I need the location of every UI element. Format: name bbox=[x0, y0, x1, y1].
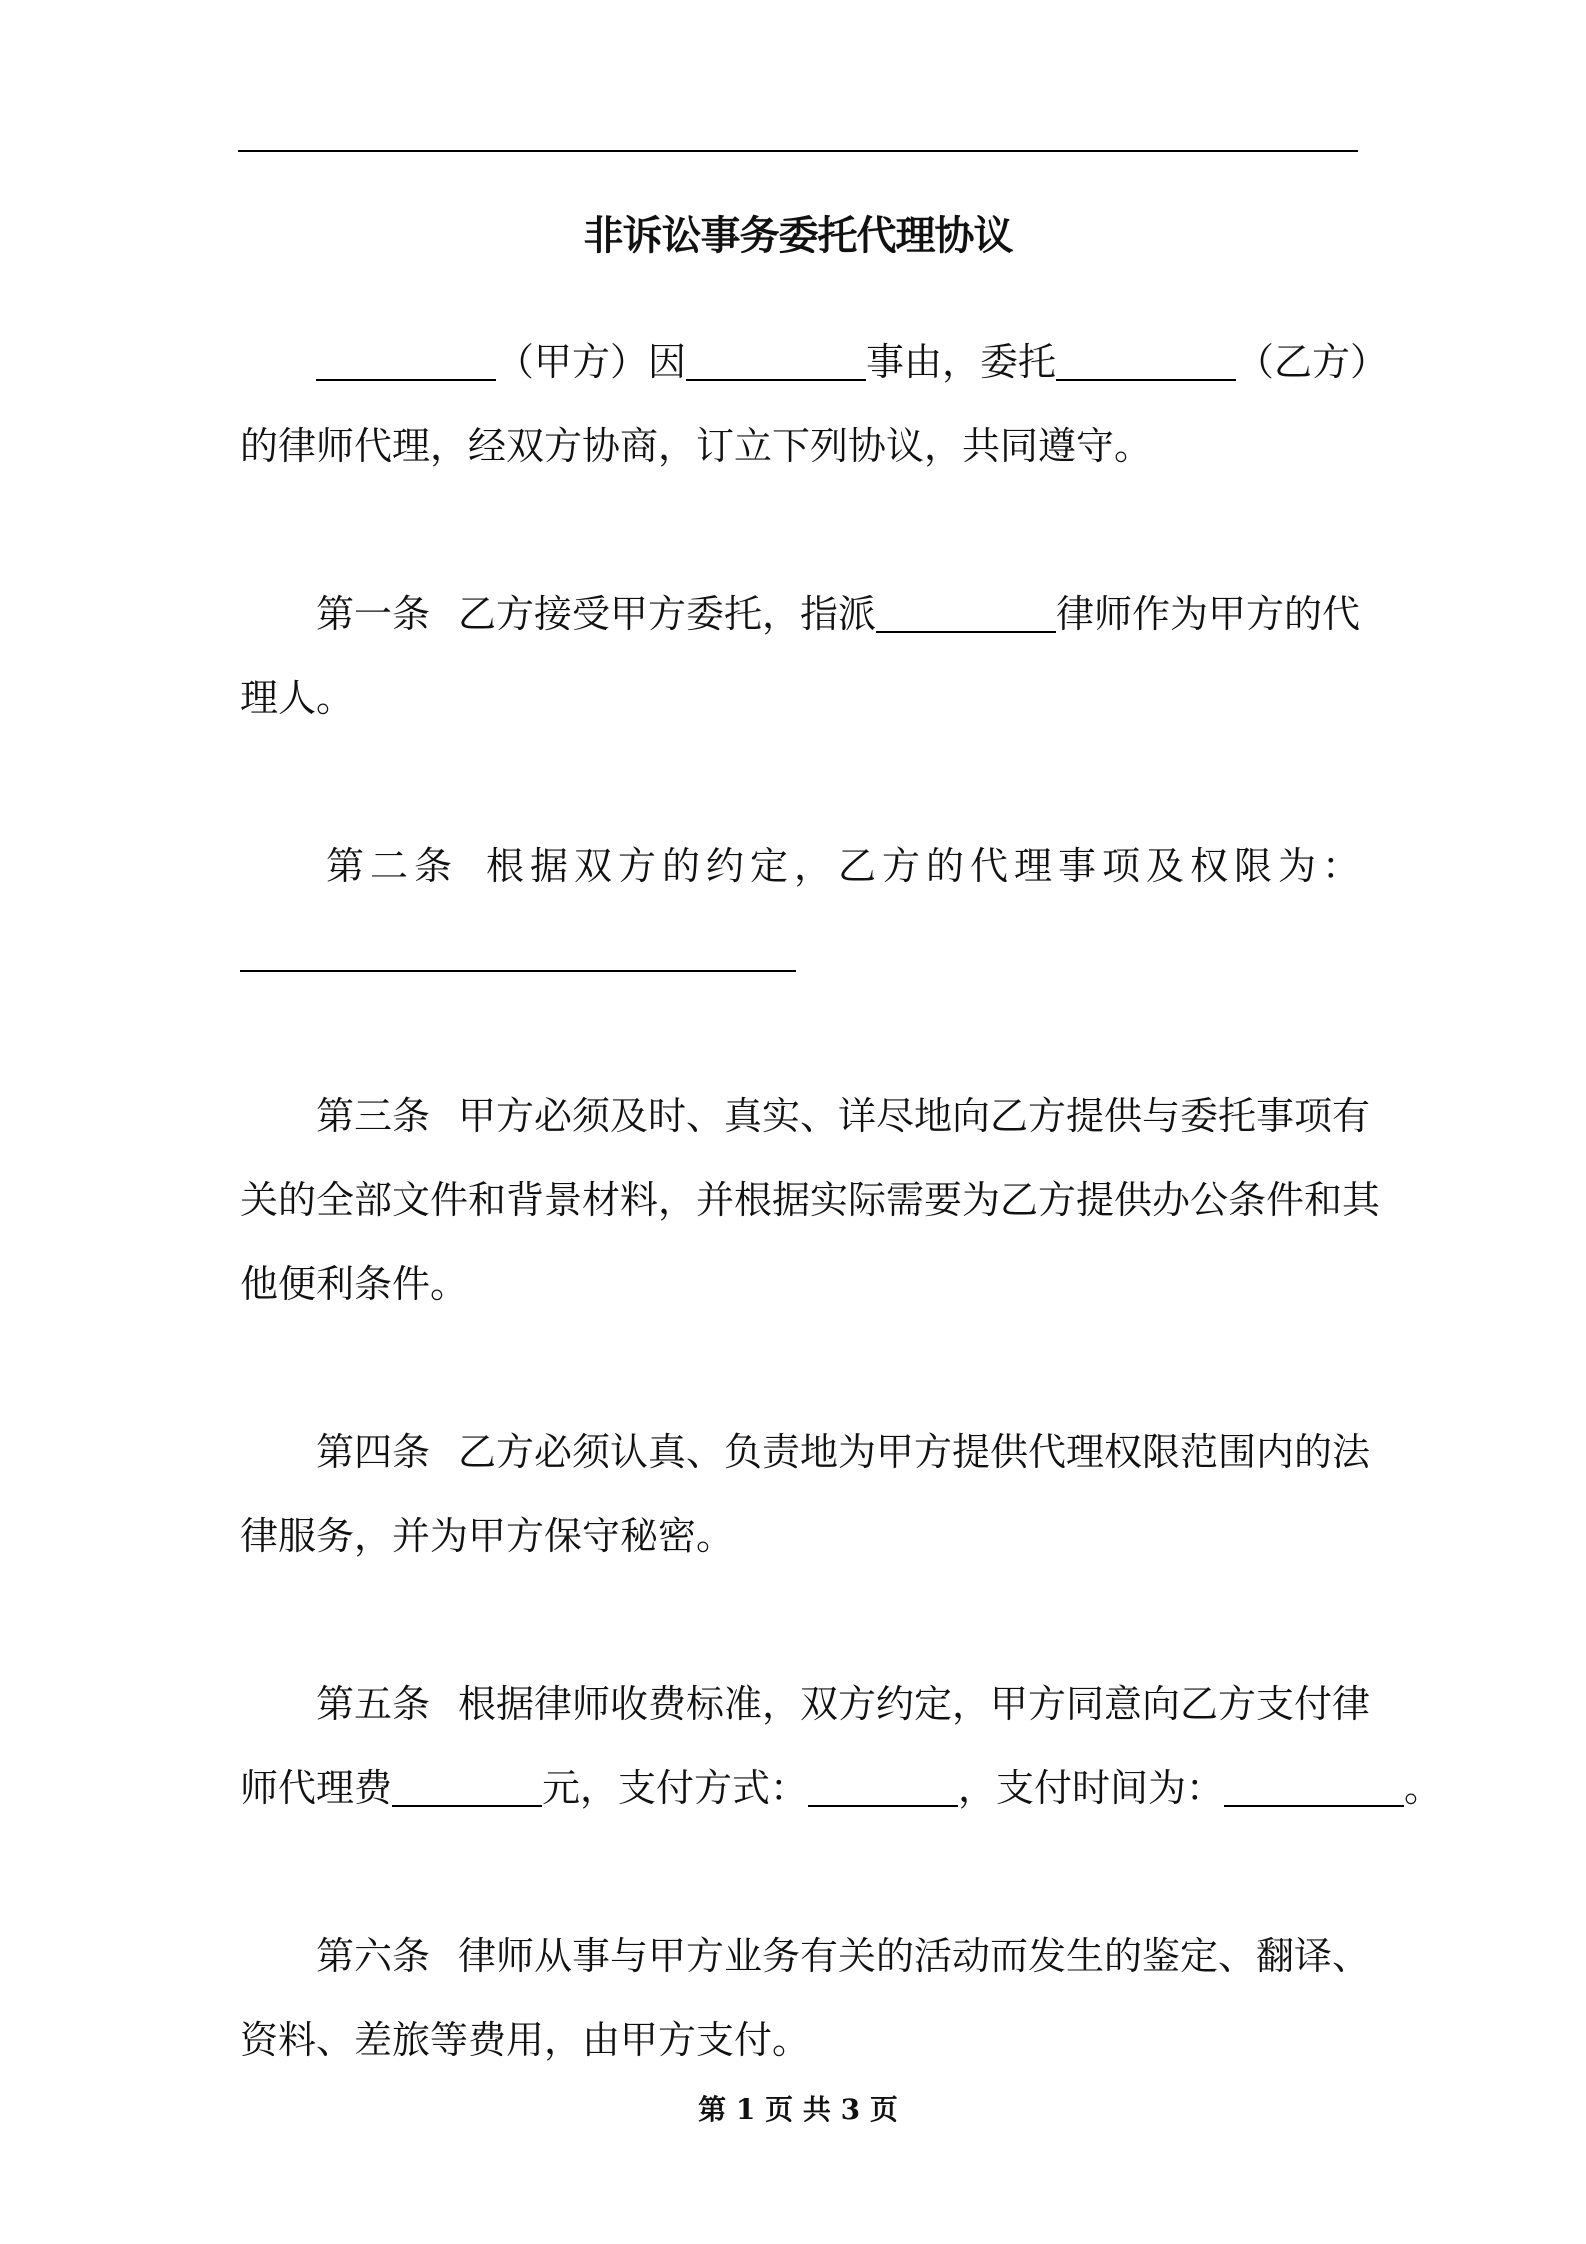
matter-blank[interactable] bbox=[686, 345, 866, 381]
preamble-line-1: （甲方）因 事由，委托 （乙方） bbox=[316, 334, 1388, 390]
article-4-number: 第四条 bbox=[316, 1430, 431, 1474]
article-1-number: 第一条 bbox=[316, 592, 431, 636]
article-3-line-1: 第三条 甲方必须及时、真实、详尽地向乙方提供与委托事项有 bbox=[316, 1094, 1371, 1138]
article-4-line-1: 第四条 乙方必须认真、负责地为甲方提供代理权限范围内的法 bbox=[316, 1430, 1371, 1474]
payment-time-blank[interactable] bbox=[1224, 1771, 1404, 1807]
article-4-line-2: 律服务，并为甲方保守秘密。 bbox=[240, 1514, 735, 1558]
article-3-line-3: 他便利条件。 bbox=[240, 1262, 469, 1306]
party-b-blank[interactable] bbox=[1056, 345, 1236, 381]
article-6-line-1: 第六条 律师从事与甲方业务有关的活动而发生的鉴定、翻译、 bbox=[316, 1934, 1371, 1978]
article-5-number: 第五条 bbox=[316, 1682, 431, 1726]
article-3-number: 第三条 bbox=[316, 1094, 431, 1138]
lawyer-name-blank[interactable] bbox=[876, 597, 1056, 633]
header-rule bbox=[238, 150, 1358, 152]
article-6-line-2: 资料、差旅等费用，由甲方支付。 bbox=[240, 2018, 811, 2062]
article-1-line-2: 理人。 bbox=[240, 676, 355, 720]
article-3-line-2: 关的全部文件和背景材料，并根据实际需要为乙方提供办公条件和其 bbox=[240, 1178, 1381, 1222]
article-6-number: 第六条 bbox=[316, 1934, 431, 1978]
party-a-blank[interactable] bbox=[316, 345, 496, 381]
fee-amount-blank[interactable] bbox=[392, 1771, 542, 1807]
article-5-line-2: 师代理费 元，支付方式： ，支付时间为： 。 bbox=[240, 1766, 1443, 1810]
article-1-line-1: 第一条 乙方接受甲方委托，指派 律师作为甲方的代 bbox=[316, 592, 1361, 636]
document-title: 非诉讼事务委托代理协议 bbox=[583, 213, 1013, 259]
article-2-number: 第二条 bbox=[326, 844, 459, 888]
article-5-line-1: 第五条 根据律师收费标准，双方约定，甲方同意向乙方支付律 bbox=[316, 1682, 1371, 1726]
scope-of-authority-blank[interactable] bbox=[240, 970, 796, 972]
payment-method-blank[interactable] bbox=[808, 1771, 958, 1807]
article-2-line-1: 第二条 根据双方的约定，乙方的代理事项及权限为： bbox=[326, 844, 1367, 888]
preamble-line-2: 的律师代理，经双方协商，订立下列协议，共同遵守。 bbox=[240, 424, 1153, 468]
page-number-footer: 第 1 页 共 3 页 bbox=[698, 2093, 898, 2126]
